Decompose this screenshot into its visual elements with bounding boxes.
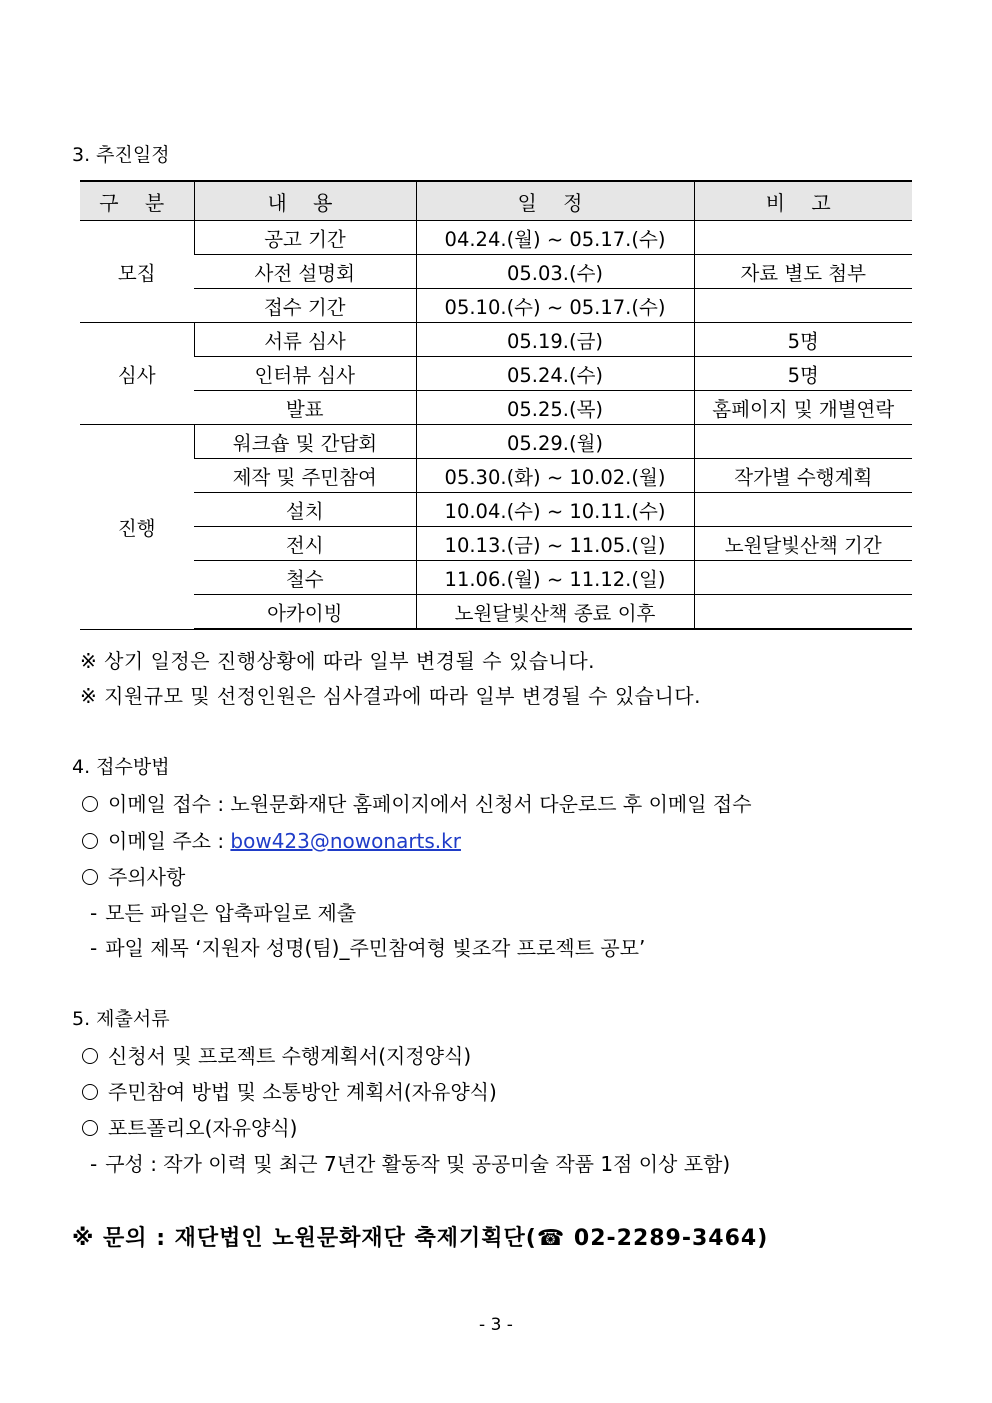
circle-bullet-icon (82, 796, 98, 812)
row-content: 철수 (194, 561, 416, 595)
table-row (80, 595, 912, 630)
table-row (80, 459, 912, 493)
email-link[interactable]: bow423@nowonarts.kr (230, 829, 461, 853)
circle-bullet-icon (82, 1120, 98, 1136)
caution-item (82, 861, 185, 890)
header-category: 구 분 (80, 181, 194, 221)
caution-subitem (90, 897, 356, 926)
row-date: 05.25.(목) (416, 391, 694, 425)
page-number: - 3 - (479, 1315, 513, 1335)
row-note: 홈페이지 및 개별연락 (694, 391, 912, 425)
row-content: 아카이빙 (194, 595, 416, 630)
section4-title: 4. 접수방법 (72, 756, 170, 778)
row-content: 공고 기간 (194, 221, 416, 255)
row-date: 05.03.(수) (416, 255, 694, 289)
row-content: 제작 및 주민참여 (194, 459, 416, 493)
schedule-note-2: ※ 지원규모 및 선정인원은 심사결과에 따라 일부 변경될 수 있습니다. (80, 684, 701, 708)
row-date: 05.24.(수) (416, 357, 694, 391)
caution-subitem (90, 932, 645, 961)
dash-bullet: - (90, 901, 98, 925)
table-row (80, 527, 912, 561)
document-item (82, 1040, 471, 1069)
group-progress: 진행 (80, 425, 194, 630)
row-note (694, 595, 912, 630)
row-content: 사전 설명회 (194, 255, 416, 289)
email-submit-text: 이메일 접수 : 노원문화재단 홈페이지에서 신청서 다운로드 후 이메일 접수 (108, 792, 752, 816)
row-date: 05.29.(월) (416, 425, 694, 459)
header-schedule: 일 정 (416, 181, 694, 221)
table-row (80, 357, 912, 391)
row-note (694, 493, 912, 527)
row-content: 인터뷰 심사 (194, 357, 416, 391)
row-content: 서류 심사 (194, 323, 416, 357)
row-note (694, 221, 912, 255)
row-note (694, 289, 912, 323)
group-review: 심사 (80, 323, 194, 425)
schedule-table (80, 180, 912, 630)
dash-bullet: - (90, 1152, 98, 1176)
row-note: 노원달빛산책 기간 (694, 527, 912, 561)
document-item (82, 1112, 298, 1141)
row-note (694, 425, 912, 459)
email-address-item (82, 825, 461, 854)
caution-text-1: 모든 파일은 압축파일로 제출 (105, 901, 357, 925)
row-date: 05.19.(금) (416, 323, 694, 357)
table-row (80, 255, 912, 289)
row-date: 11.06.(월) ~ 11.12.(일) (416, 561, 694, 595)
circle-bullet-icon (82, 869, 98, 885)
table-row (80, 323, 912, 357)
row-content: 전시 (194, 527, 416, 561)
header-content: 내 용 (194, 181, 416, 221)
section3-title: 3. 추진일정 (72, 144, 170, 166)
row-note: 작가별 수행계획 (694, 459, 912, 493)
inquiry-line: ※ 문의 : 재단법인 노원문화재단 축제기획단(☎ 02-2289-3464) (72, 1226, 769, 1251)
schedule-note-1: ※ 상기 일정은 진행상황에 따라 일부 변경될 수 있습니다. (80, 649, 596, 673)
document-subitem (90, 1148, 730, 1177)
row-date: 노원달빛산책 종료 이후 (416, 595, 694, 630)
table-row (80, 561, 912, 595)
table-header-row (80, 181, 912, 221)
row-date: 05.10.(수) ~ 05.17.(수) (416, 289, 694, 323)
group-recruitment: 모집 (80, 221, 194, 323)
row-content: 접수 기간 (194, 289, 416, 323)
row-note (694, 561, 912, 595)
circle-bullet-icon (82, 833, 98, 849)
row-content: 워크숍 및 간담회 (194, 425, 416, 459)
table-row (80, 289, 912, 323)
caution-title: 주의사항 (108, 865, 186, 889)
table-row (80, 221, 912, 255)
header-remarks: 비 고 (694, 181, 912, 221)
caution-text-2: 파일 제목 ‘지원자 성명(팀)_주민참여형 빛조각 프로젝트 공모’ (105, 936, 646, 960)
section5-title: 5. 제출서류 (72, 1008, 170, 1030)
row-date: 10.04.(수) ~ 10.11.(수) (416, 493, 694, 527)
row-date: 10.13.(금) ~ 11.05.(일) (416, 527, 694, 561)
row-note: 자료 별도 첨부 (694, 255, 912, 289)
table-row (80, 425, 912, 459)
email-address-label: 이메일 주소 : (108, 829, 231, 853)
document-text-2: 주민참여 방법 및 소통방안 계획서(자유양식) (108, 1080, 497, 1104)
table-row (80, 493, 912, 527)
document-text-1: 신청서 및 프로젝트 수행계획서(지정양식) (108, 1044, 472, 1068)
dash-bullet: - (90, 936, 98, 960)
circle-bullet-icon (82, 1048, 98, 1064)
row-date: 04.24.(월) ~ 05.17.(수) (416, 221, 694, 255)
email-submit-item (82, 788, 752, 817)
document-sub-text: 구성 : 작가 이력 및 최근 7년간 활동작 및 공공미술 작품 1점 이상 포함) (105, 1152, 731, 1176)
row-content: 발표 (194, 391, 416, 425)
circle-bullet-icon (82, 1084, 98, 1100)
row-note: 5명 (694, 357, 912, 391)
document-text-3: 포트폴리오(자유양식) (108, 1116, 298, 1140)
document-item (82, 1076, 497, 1105)
row-date: 05.30.(화) ~ 10.02.(월) (416, 459, 694, 493)
table-row (80, 391, 912, 425)
row-note: 5명 (694, 323, 912, 357)
row-content: 설치 (194, 493, 416, 527)
